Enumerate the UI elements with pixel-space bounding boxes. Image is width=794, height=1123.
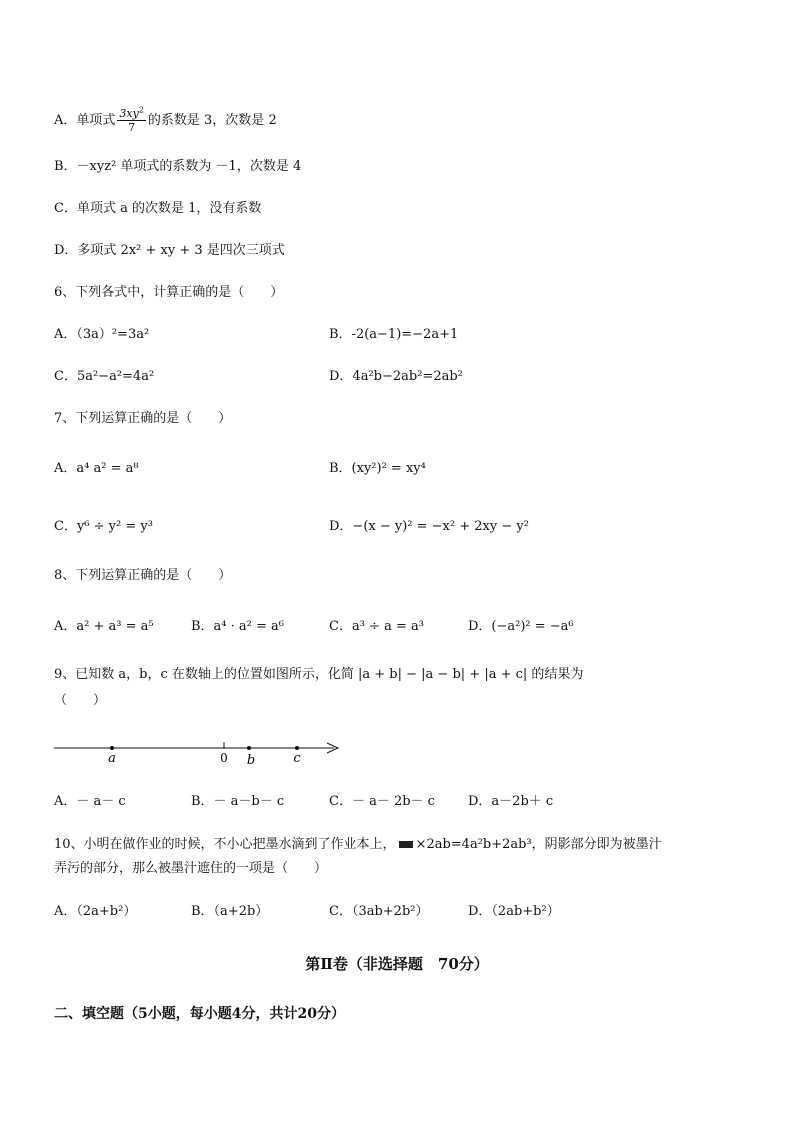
q8-option-a: A．a² + a³ = a⁵ [54,619,154,634]
q7-option-a: A．a⁴ a² = a⁸ [54,461,139,476]
q5-option-a [54,105,277,134]
ink-blot-icon [399,841,413,848]
label-a: a [108,751,116,766]
q8-option-b: B．a⁴ · a² = a⁶ [191,619,284,634]
q7-stem: 7、下列运算正确的是（ ） [54,411,232,426]
number-line [54,736,354,772]
q10-option-d: D．（2ab+b²） [468,904,560,919]
q5-option-c: C．单项式 a 的次数是 1，没有系数 [54,201,262,216]
part2-title: 第Ⅱ卷（非选择题 70分） [305,955,489,973]
q5-a-suffix: 的系数是 3，次数是 2 [147,113,277,128]
q6-option-a: A．（3a）²=3a² [54,327,150,342]
q10-option-c: C．（3ab+2b²） [329,904,429,919]
q5-a-frac-num: 3xy [119,107,139,120]
q9-option-a: A．－ a－ c [54,794,126,809]
q7-option-b: B．(xy²)² = xy⁴ [329,461,426,476]
q8-option-d: D．(−a²)² = −a⁶ [468,619,574,634]
q10-stem-before: 10、小明在做作业的时候，不小心把墨水滴到了作业本上， [54,837,396,852]
q7-option-c: C．y⁶ ÷ y² = y³ [54,519,153,534]
q10-stem-after: ×2ab=4a²b+2ab³，阴影部分即为被墨汁 [415,837,662,852]
q6-stem: 6、下列各式中，计算正确的是（ ） [54,285,284,300]
q6-option-b: B．-2(a−1)=−2a+1 [329,327,459,342]
q9-paren: （ ） [54,693,107,708]
point-b [247,746,251,750]
label-c: c [293,751,301,766]
q5-a-fraction [117,105,146,134]
q10-option-a: A．（2a+b²） [54,904,137,919]
q9-option-c: C．－ a－ 2b－ c [329,794,435,809]
q5-option-b: B．－xyz² 单项式的系数为 －1，次数是 4 [54,159,302,174]
label-b: b [246,753,256,768]
q5-option-d: D．多项式 2x² + xy + 3 是四次三项式 [54,243,285,258]
label-zero: 0 [220,751,228,765]
section2-heading: 二、填空题（5小题，每小题4分，共计20分） [54,1006,345,1022]
point-a [110,746,114,750]
q5-a-frac-sup: 2 [138,105,144,115]
q8-stem: 8、下列运算正确的是（ ） [54,568,232,583]
q5-a-prefix: A．单项式 [54,113,116,128]
q9-stem: 9、已知数 a，b，c 在数轴上的位置如图所示，化简 |a + b| − |a − b| + |a + c| 的结果为 [54,667,584,682]
q10-stem-line2: 弄污的部分，那么被墨汁遮住的一项是（ ） [54,861,328,876]
q6-option-c: C．5a²−a²=4a² [54,369,155,384]
point-c [295,746,299,750]
q5-a-frac-den: 7 [128,121,136,134]
q8-option-c: C．a³ ÷ a = a³ [329,619,424,634]
q9-option-b: B．－ a－b－ c [191,794,285,809]
q10-stem [54,838,662,851]
q9-option-d: D．a－2b＋ c [468,794,554,809]
q6-option-d: D．4a²b−2ab²=2ab² [329,369,463,384]
q7-option-d: D．−(x − y)² = −x² + 2xy − y² [329,519,529,534]
q10-option-b: B．（a+2b） [191,904,269,919]
